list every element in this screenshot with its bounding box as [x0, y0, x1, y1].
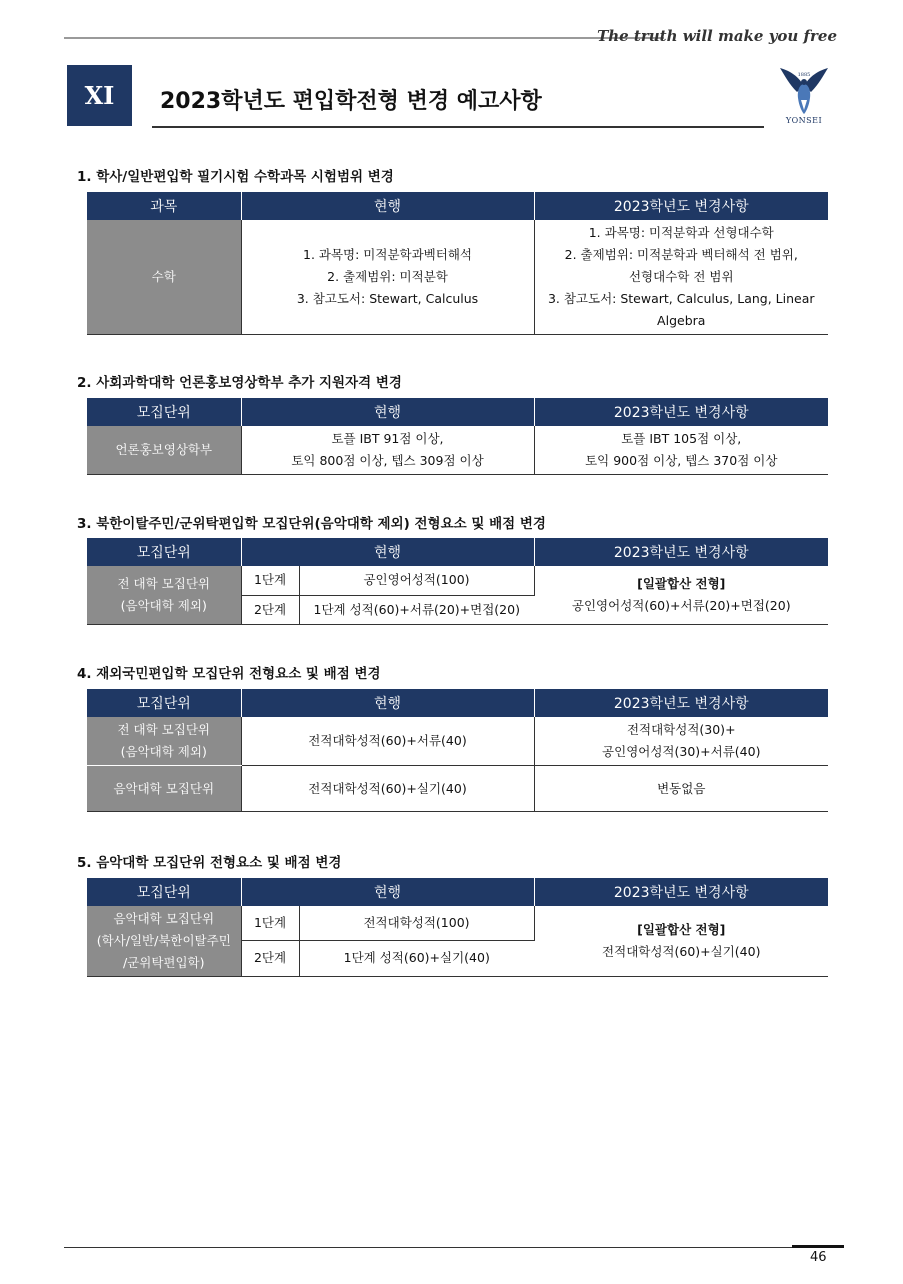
column-header: 2023학년도 변경사항: [534, 192, 828, 220]
stage-label: 1단계: [241, 566, 299, 595]
svg-text:1885: 1885: [797, 72, 811, 78]
change-cell: 토플 IBT 105점 이상, 토익 900점 이상, 텝스 370점 이상: [534, 426, 828, 475]
stage-value: 1단계 성적(60)+서류(20)+면접(20): [299, 595, 534, 624]
title-rule: [152, 126, 764, 128]
change-cell: 변동없음: [534, 766, 828, 812]
header-rule: [64, 37, 664, 39]
column-header: 모집단위: [87, 689, 241, 717]
column-header: 현행: [241, 689, 534, 717]
change-cell: [일괄합산 전형] 공인영어성적(60)+서류(20)+면접(20): [534, 566, 828, 624]
column-header: 모집단위: [87, 398, 241, 426]
column-header: 현행: [241, 878, 534, 906]
chapter-badge: XI: [67, 65, 132, 126]
stage-label: 2단계: [241, 595, 299, 624]
column-header: 현행: [241, 538, 534, 566]
stage-value: 1단계 성적(60)+실기(40): [299, 940, 534, 976]
row-label: 전 대학 모집단위 (음악대학 제외): [87, 566, 241, 624]
current-cell: 전적대학성적(60)+서류(40): [241, 717, 534, 766]
eagle-icon: [779, 64, 829, 116]
motto: The truth will make you free: [597, 27, 837, 45]
change-cell: 1. 과목명: 미적분학과 선형대수학 2. 출제범위: 미적분학과 벡터해석 전 범위, 선형대수학 전 범위 3. 참고도서: Stewart, Calculus, Lang, Linear Algebra: [534, 220, 828, 335]
column-header: 과목: [87, 192, 241, 220]
column-header: 2023학년도 변경사항: [534, 878, 828, 906]
current-cell: 1. 과목명: 미적분학과벡터해석 2. 출제범위: 미적분학 3. 참고도서: Stewart, Calculus: [241, 220, 534, 335]
section-2-heading: 2. 사회과학대학 언론홍보영상학부 추가 지원자격 변경: [77, 375, 402, 391]
column-header: 모집단위: [87, 538, 241, 566]
footer-rule: [64, 1247, 844, 1248]
section-1-heading: 1. 학사/일반편입학 필기시험 수학과목 시험범위 변경: [77, 169, 394, 185]
current-cell: 전적대학성적(60)+실기(40): [241, 766, 534, 812]
section-4-table: [87, 689, 828, 812]
row-label: 수학: [87, 220, 241, 335]
section-3-table: [87, 538, 828, 625]
stage-label: 1단계: [241, 906, 299, 940]
column-header: 모집단위: [87, 878, 241, 906]
current-cell: 토플 IBT 91점 이상, 토익 800점 이상, 텝스 309점 이상: [241, 426, 534, 475]
change-cell: [일괄합산 전형] 전적대학성적(60)+실기(40): [534, 906, 828, 977]
stage-value: 전적대학성적(100): [299, 906, 534, 940]
yonsei-eagle-logo: [776, 64, 832, 130]
row-label: 전 대학 모집단위 (음악대학 제외): [87, 717, 241, 766]
row-label: 음악대학 모집단위 (학사/일반/북한이탈주민 /군위탁편입학): [87, 906, 241, 977]
column-header: 2023학년도 변경사항: [534, 398, 828, 426]
section-1-table: [87, 192, 828, 335]
page-title: 2023학년도 편입학전형 변경 예고사항: [160, 89, 542, 114]
column-header: 2023학년도 변경사항: [534, 538, 828, 566]
column-header: 현행: [241, 398, 534, 426]
column-header: 2023학년도 변경사항: [534, 689, 828, 717]
stage-label: 2단계: [241, 940, 299, 976]
stage-value: 공인영어성적(100): [299, 566, 534, 595]
section-3-heading: 3. 북한이탈주민/군위탁편입학 모집단위(음악대학 제외) 전형요소 및 배점 변경: [77, 516, 546, 532]
section-5-heading: 5. 음악대학 모집단위 전형요소 및 배점 변경: [77, 855, 342, 871]
section-5-table: [87, 878, 828, 977]
row-label: 언론홍보영상학부: [87, 426, 241, 475]
row-label: 음악대학 모집단위: [87, 766, 241, 812]
footer-accent-rule: [792, 1245, 844, 1248]
section-2-table: [87, 398, 828, 475]
change-cell: 전적대학성적(30)+ 공인영어성적(30)+서류(40): [534, 717, 828, 766]
column-header: 현행: [241, 192, 534, 220]
page-number: 46: [810, 1250, 827, 1265]
logo-text: YONSEI: [785, 116, 823, 125]
section-4-heading: 4. 재외국민편입학 모집단위 전형요소 및 배점 변경: [77, 666, 381, 682]
